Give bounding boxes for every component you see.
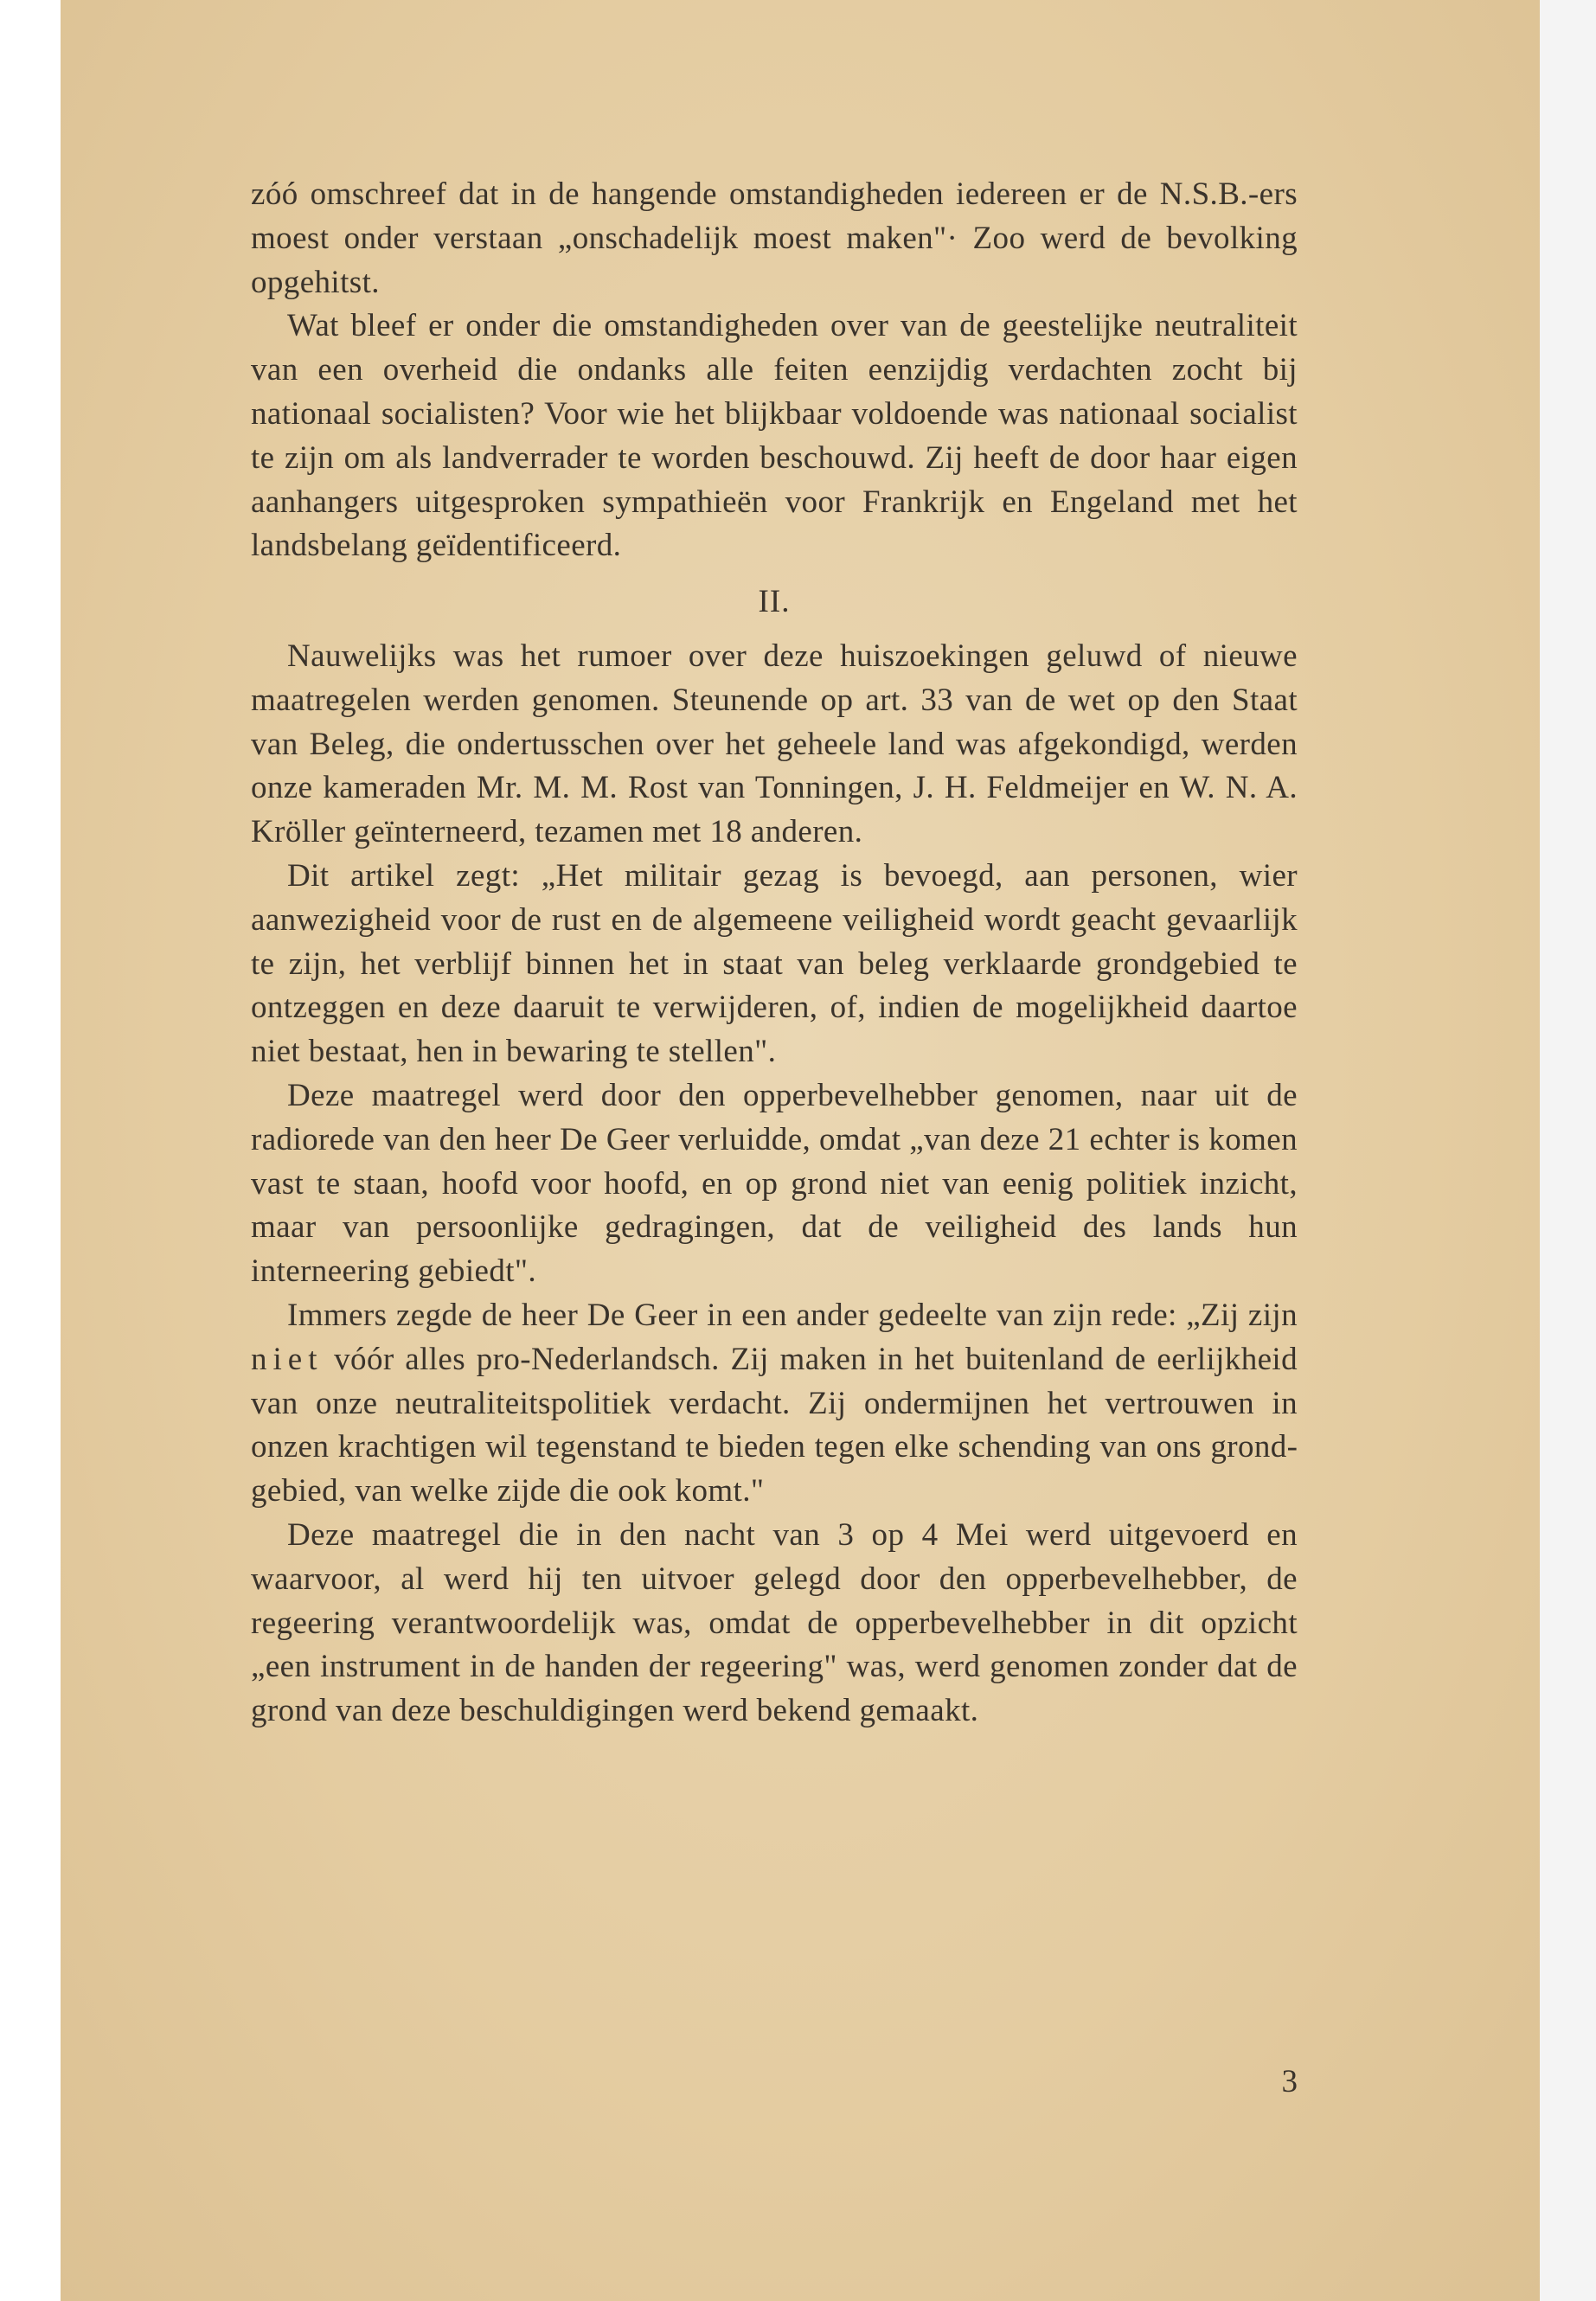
page-number: 3 (1281, 2064, 1298, 2099)
paragraph-artikel: Dit artikel zegt: „Het militair gezag is bevoegd, aan personen, wier aanwezigheid voor de rust en de algemeene veiligheid wordt geacht gevaarlijk te zijn, het verblijf binnen het in staat van beleg verklaarde grondgebied te ontzeggen en deze daaruit te verwijderen, of, indien de mogelijkheid daartoe niet bestaat, hen in bewaring te stellen". (251, 857, 1298, 1070)
emphasis-niet: niet (251, 1341, 324, 1377)
paragraph-maatregel: Deze maatregel werd door den opperbevelhebber genomen, naar uit de radiorede van den heer De Geer verluidde, omdat „van deze 21 echter is komen vast te staan, hoofd voor hoofd, en op grond niet van eenig politiek inzicht, maar van persoonlijke gedragingen, dat de veiligheid des lands hun interneering gebiedt". (251, 1077, 1298, 1290)
page-edge (1540, 0, 1596, 2301)
immers-part-1: Immers zegde de heer De Geer in een ander gedeelte van zijn rede: „Zij zijn (287, 1297, 1298, 1333)
paragraph-neutraliteit: Wat bleef er onder die omstandigheden over van de geestelijke neutraliteit van een overheid die ondanks alle feiten eenzijdig verdachten zocht bij nationaal socialisten? Voor wie het blijkbaar voldoende was nationaal socialist te zijn om als landverrader te worden beschouwd. Zij heeft de door haar eigen aanhangers uitgesproken sympathieën voor Frankrijk en Engeland met het landsbelang geïdentificeerd. (251, 308, 1298, 564)
paragraph-final: Deze maatregel die in den nacht van 3 op 4 Mei werd uitgevoerd en waarvoor, al werd hij ten uitvoer gelegd door den opperbevelhebber, de regeering verantwoordelijk was, omdat de opperbevelhebber in dit opzicht „een instrument in de handen der regeering" was, werd genomen zonder dat de grond van deze beschuldigingen werd bekend gemaakt. (251, 1516, 1298, 1729)
body-text (251, 173, 1298, 1734)
paragraph-immers (251, 1294, 1298, 1514)
immers-part-2: vóór alles pro-Nederlandsch. Zij maken in het buitenland de eerlijkheid van onze neutraliteitspolitiek verdacht. Zij ondermijnen het vertrouwen in onzen krachtigen wil tegenstand te bieden tegen elke schending van ons grondgebied, van welke zijde die ook komt." (251, 1341, 1298, 1509)
section-heading: II. (758, 584, 791, 620)
paragraph-internering: Nauwelijks was het rumoer over deze huiszoekingen geluwd of nieuwe maatregelen werden genomen. Steunende op art. 33 van de wet op den Staat van Beleg, die ondertusschen over het geheele land was afgekondigd, werden onze kameraden Mr. M. M. Rost van Tonningen, J. H. Feldmeijer en W. N. A. Kröller geïnterneerd, tezamen met 18 anderen. (251, 638, 1298, 850)
paragraph-continuation: zóó omschreef dat in de hangende omstandigheden iedereen er de N.S.B.-ers moest onder verstaan „onschadelijk moest maken"· Zoo werd de bevolking opgehitst. (251, 176, 1298, 300)
